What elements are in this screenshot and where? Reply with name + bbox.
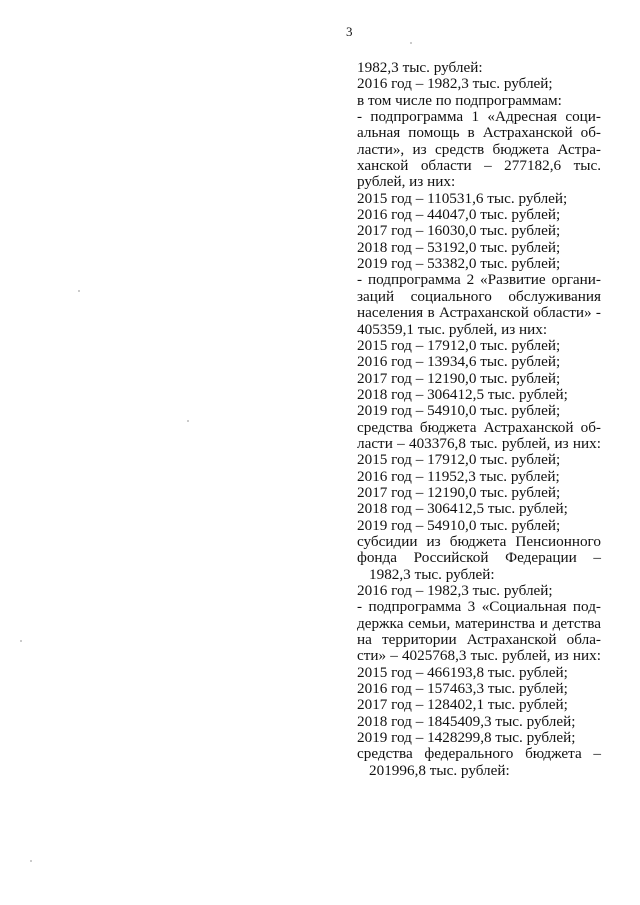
- scan-speck: [30, 860, 32, 862]
- text-line: 2019 год – 54910,0 тыс. рублей;: [357, 402, 561, 420]
- text-line: 405359,1 тыс. рублей, из них:: [357, 320, 548, 338]
- text-line: держка семьи, материнства и детства: [357, 614, 601, 632]
- text-line: 2017 год – 128402,1 тыс. рублей;: [357, 696, 568, 714]
- text-line: на территории Астраханской обла-: [357, 631, 601, 649]
- text-line: населения в Астраханской области» -: [357, 304, 601, 322]
- text-line: субсидии из бюджета Пенсионного: [357, 532, 601, 550]
- scan-speck: [78, 290, 80, 292]
- page-number: 3: [346, 24, 353, 39]
- text-line: 2018 год – 1845409,3 тыс. рублей;: [357, 712, 576, 730]
- text-line: 2018 год – 306412,5 тыс. рублей;: [357, 500, 568, 518]
- text-line: 2015 год – 17912,0 тыс. рублей;: [357, 336, 561, 354]
- text-line: 1982,3 тыс. рублей:: [357, 59, 483, 76]
- text-line: - подпрограмма 3 «Социальная под-: [357, 598, 601, 616]
- text-column: [357, 60, 601, 779]
- text-line: 2019 год – 1428299,8 тыс. рублей;: [357, 729, 576, 747]
- text-line: фонда Российской Федерации –: [357, 549, 601, 567]
- scan-speck: [410, 42, 412, 44]
- text-line: средства бюджета Астраханской об-: [357, 418, 601, 436]
- text-line: 2016 год – 44047,0 тыс. рублей;: [357, 206, 561, 224]
- text-line: 1982,3 тыс. рублей:: [369, 565, 495, 583]
- text-line: ласти – 403376,8 тыс. рублей, из них:: [357, 434, 601, 452]
- text-line: 2016 год – 1982,3 тыс. рублей;: [357, 75, 553, 93]
- text-line: 2018 год – 306412,5 тыс. рублей;: [357, 385, 568, 403]
- text-line: 2017 год – 12190,0 тыс. рублей;: [357, 483, 561, 501]
- text-line: - подпрограмма 2 «Развитие органи-: [357, 271, 601, 289]
- text-line: сти» – 4025768,3 тыс. рублей, из них:: [357, 647, 601, 665]
- text-line: 2019 год – 53382,0 тыс. рублей;: [357, 255, 561, 273]
- text-line: средства федерального бюджета –: [357, 745, 601, 763]
- text-line: 2017 год – 12190,0 тыс. рублей;: [357, 369, 561, 387]
- text-line: 2018 год – 53192,0 тыс. рублей;: [357, 238, 561, 256]
- text-line: 2015 год – 17912,0 тыс. рублей;: [357, 451, 561, 469]
- text-line: 201996,8 тыс. рублей:: [369, 761, 510, 779]
- text-line: 2019 год – 54910,0 тыс. рублей;: [357, 516, 561, 534]
- text-line: 2015 год – 466193,8 тыс. рублей;: [357, 663, 568, 681]
- text-line: 2016 год – 13934,6 тыс. рублей;: [357, 353, 561, 371]
- text-line: 2015 год – 110531,6 тыс. рублей;: [357, 189, 568, 207]
- text-line: - подпрограмма 1 «Адресная соци-: [357, 108, 601, 126]
- text-line: рублей, из них:: [357, 173, 456, 191]
- text-line: ласти», из средств бюджета Астра-: [357, 140, 601, 158]
- text-line: ханской области – 277182,6 тыс.: [357, 157, 601, 175]
- text-line: в том числе по подпрограммам:: [357, 91, 562, 109]
- text-line: 2017 год – 16030,0 тыс. рублей;: [357, 222, 561, 240]
- text-line: 2016 год – 1982,3 тыс. рублей;: [357, 582, 553, 599]
- text-line: заций социального обслуживания: [357, 287, 601, 305]
- scan-speck: [187, 420, 189, 422]
- text-line: альная помощь в Астраханской об-: [357, 124, 601, 142]
- text-line: 2016 год – 157463,3 тыс. рублей;: [357, 680, 568, 698]
- scan-speck: [20, 640, 22, 642]
- text-line: 2016 год – 11952,3 тыс. рублей;: [357, 467, 560, 485]
